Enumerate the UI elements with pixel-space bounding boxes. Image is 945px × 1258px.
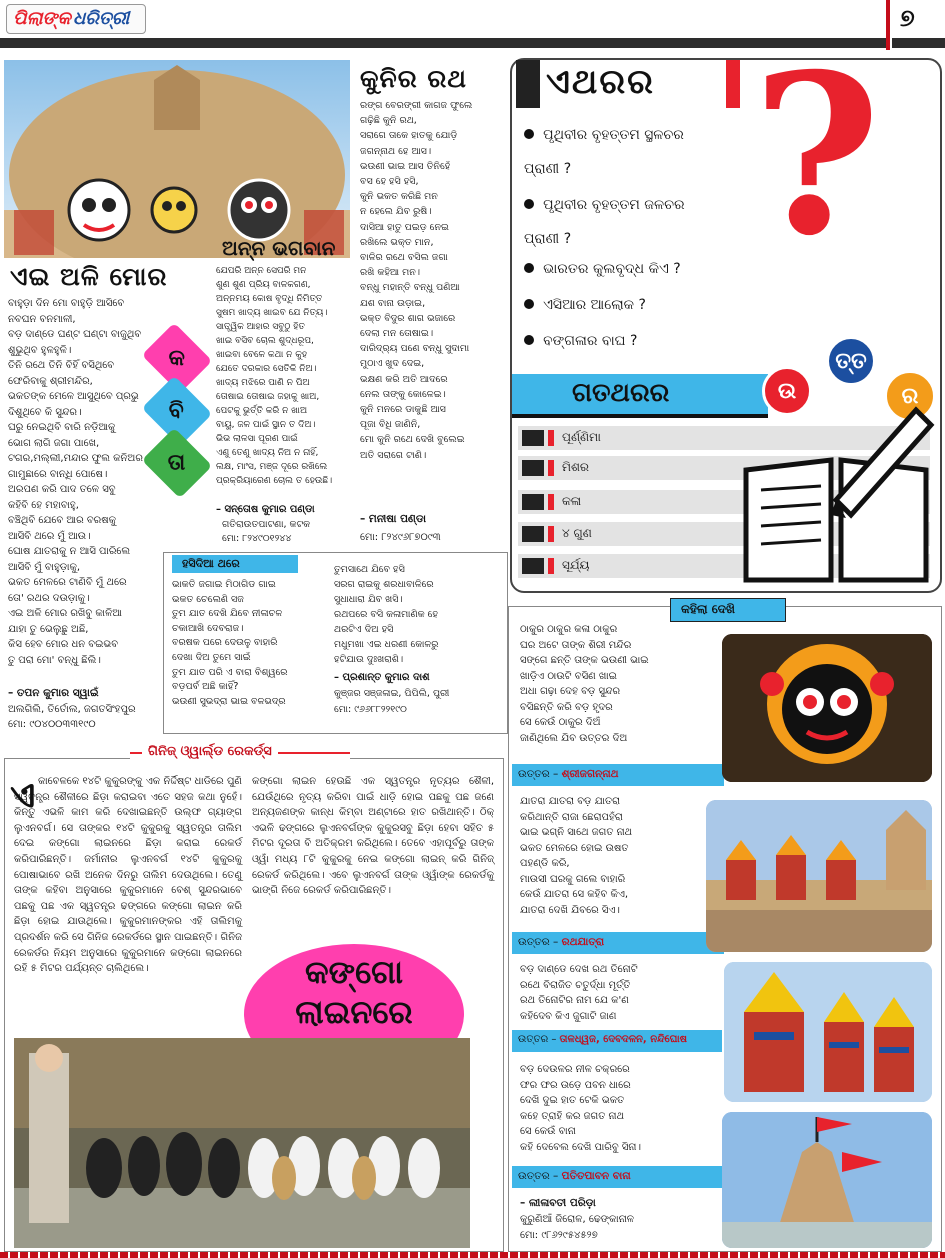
kunira-ratha-title: କୁନିର ରଥ xyxy=(360,64,468,93)
riddle-2-text: ଯାତରା ଯାତରା ବଡ଼ ଯାତରା କରିଥାନ୍ତି ରାଜା ଛେରାପହଁରା ଭାଇ ଭଗ୍ନି ସାଥେ ଜଗତ ନାଥ ଭକତ ମେଳରେ ହୋଇ ଉଷତ ପହଣ୍ଡି କରି, ମାଉସୀ ଘରକୁ ଗଲେ ବାହାରି କେଉଁ ଯାତରା ସେ କହିବ କିଏ, ଯାତରା ଦେଖି ଯିବରେ ସିଏ। xyxy=(520,796,633,916)
answer-row-5: ସୂର୍ଯ୍ୟ xyxy=(518,554,930,578)
quiz-question-1: ପୃଥିବୀର ବୃହତ୍ତମ ସ୍ଥଳଚର ପ୍ରାଣୀ ? xyxy=(524,127,684,177)
quiz-question-5: ବଙ୍ଗଳାର ବାଘ ? xyxy=(524,330,774,352)
ei-ali-mora-address: ଅଲଗିଲି, ତିର୍ତୋଲ, ଜଗତସିଂହପୁର xyxy=(8,704,136,715)
hasidia-body-right: ତୁମସାଥେ ଯିବେ ହସି ସରଗ ରାଇକୁ ଶରଧାବାଳିରେ ସୁଧାଧାରା ଯିବ ଖସି। ରଥପରେ ବସି କଳାମାଣିକ ହେ ଥରଟିଏ ଦିଅ ହସି ମଧୁମଖା ଏଇ ଧରଣୀ କୋଳରୁ ହଟିଯାଉ ଦୁଃଖରାଶି। xyxy=(334,564,439,665)
rath-yatra-photo xyxy=(706,800,932,952)
kunira-ratha-body: ରଙ୍ଗ ବେରଙ୍ଗୀ କାଗଜ ଫୁଲେ ଗଢ଼ିଛି କୁନି ରଥ, ସରାଗେ ତାକେ ହାତକୁ ଯୋଡ଼ି ଜଗନ୍ନାଥ ହେ ଆସ। ଭଉଣୀ ଭାଇ ଆସ ତିନିହେଁ ବସ ହେ ହସି ହସି, କୁନି ଭକତ କରିଛି ମନ ନ ହେଲେ ଯିବ ରୁଷି। ଦାସିଆ ହାତୁ ପଇଡ଼ ନେଇ ରଖିଲେ ଭକ୍ତ ମାନ, ବାଳିର ରଥେ ବସିଲ ଜଗା ରଖି କହିଆ ମନ। ବନ୍ଧୁ ମହାନ୍ତି ବନ୍ଧୁ ପଣିଆ ଯଶ ବାନା ଉଡ଼ାଇ, ଭକ୍ତ ବିଦୁର ଶାଗ ଭଜାରେ ଦେଲା ମନ ତୋଷାଇ। ଦାରିଦ୍ର୍ୟ ପଣେ ବନ୍ଧୁ ସୁଦାମା ମୁଠାଏ ଖୁଦ ଦେଇ, ଭକ୍ଷଣ କରି ଅତି ଆଦରେ ନେଲ ତାଙ୍କୁ କୋଳେଇ। କୁନି ମନରେ ଡାକୁଛି ଆସ ପୂଜା ବିଧି ଜାଣିନି, ମୋ କୁନି ରଥେ ଦେଖି ବୁଲେଇ ଅତି ସରାଗେ ଟାଣି। xyxy=(360,100,473,461)
quiz-question-mark: ? xyxy=(752,25,881,284)
guinness-body-left: କାବେଳକେ ୧୪ଟି କୁକୁରଙ୍କୁ ଏକ ନିର୍ଦ୍ଦିଷ୍ଟ ଧାଡିରେ ପୁଣି ସ୍ୱତନ୍ତ୍ର ଶୈଳୀରେ ଛିଡ଼ା କରାଇବା ଏତେ ସହଜ କଥା ନୁହେଁ। କିନ୍ତୁ ଏଭଳି କାମ କରି ଦେଖାଇଛନ୍ତି ଉଲ୍ଫ ଗ୍ୟାଙ୍ଗ ଲୁଏନବର୍ଗ। ସେ ତାଙ୍କର ୧୪ଟି କୁକୁରକୁ ସ୍ୱତନ୍ତ୍ର ତାଲିମ ଦେଇ କଙ୍ଗୋ ଲାଇନରେ ଛିଡ଼ା କରାଇ ରେକର୍ଡ କରିପାରିଛନ୍ତି। ଜର୍ମାନୀର ଲୁଏନବର୍ଗ ୧୪ଟି କୁକୁରକୁ ପୋଷାଭାବେ ରଖି ଅନେକ ଦିନରୁ ତାଲିମ ଦେଉଥିଲେ। ତେଣୁ ତାଙ୍କ କହିବା ଅନୁସାରେ କୁକୁରମାନେ ବେଶ୍ ସୁନ୍ଦରଭାବେ ପଛକୁ ପଛ ଏକ ସ୍ୱତନ୍ତ୍ର ଢଙ୍ଗରେ କଙ୍ଗୋ ଲାଇନ କରି ଛିଡ଼ା ହୋଇ ଯାଉଥିଲେ। କୁକୁରମାନଙ୍କର ଏହି ତାଲିମକୁ ପ୍ରଦର୍ଶନ କରି ସେ ଗିନିଜ ରେକର୍ଡରେ ସ୍ଥାନ ପାଇଛନ୍ତି। ଗିନିଜ ରେକର୍ଡର ନିୟମ ଅନୁସାରେ କୁକୁରମାନେ କଙ୍ଗୋ ଲାଇନରେ ରହି ୫ ମିଟର ପର୍ଯ୍ୟନ୍ତ ଚାଲିଥିଲେ। xyxy=(14,776,242,975)
quiz-question-3: ଭାରତର କୁଲବୃଦ୍ଧ କିଏ ? xyxy=(524,258,774,280)
hasidia-title: ହସିଦିଆ ଥରେ xyxy=(182,557,240,570)
answer-row-2: ମିଶର xyxy=(518,456,930,480)
riddle-title: କହିଲା ଦେଖି xyxy=(681,602,735,616)
guinness-banner xyxy=(130,740,350,766)
answers-title-accent xyxy=(512,414,768,418)
headline-line-1: କଙ୍ଗୋ xyxy=(304,953,404,991)
quiz-title-bar xyxy=(516,60,540,108)
riddle-author: – ଲୀଳାବତୀ ପରିଡ଼ା xyxy=(520,1197,596,1209)
masthead-part1: ପିଲାଙ୍କ xyxy=(13,8,71,29)
dogs-conga-photo xyxy=(14,1038,470,1248)
riddle-1-text: ଠାକୁର ଠାକୁର କଳା ଠାକୁର ଘର ଅଟେ ତାଙ୍କ ଶିରୀ ମନ୍ଦିର ସଙ୍ଗେ ଛନ୍ତି ତାଙ୍କ ଭଉଣୀ ଭାଇ ଖାଡ଼ିଏ ଠାଉଟି ବସିଣ ଖାଇ ଅଧା ଗଢ଼ା ଦେହ ବଡ଼ ସୁନ୍ଦର ବସିଛନ୍ତି କରି ବଡ଼ ହୃଦର ସେ କେଉଁ ଠାକୁର ଦିଅଁ ଜାଣିଥିଲେ ଯିବ ଉତ୍ତର ଦିଅ xyxy=(520,624,649,744)
three-chariots-photo xyxy=(724,962,932,1102)
jagannath-photo xyxy=(722,634,932,782)
bullet-icon xyxy=(524,263,534,273)
kunira-ratha-phone: ମୋ: ୮୨୪୯୬୮୭୦୯୩ xyxy=(360,532,441,543)
answer-row-3: କଳା xyxy=(518,490,930,514)
riddle-address: କୁରୁଣିଆଁ ଜିରୋଳ, ଢେଙ୍କାନାଳ xyxy=(520,1214,634,1225)
ei-ali-mora-body: ବାହୁଡ଼ା ଦିନ ମୋ ବାହୁଡ଼ି ଆସିବେ ନବଘନ ବନମାଳୀ, ବଡ଼ ଦାଣ୍ଡେ ଘଣ୍ଟ ଘଣ୍ଟା ବାଜୁଥିବ ଶୁଭୁଥିବ ହୁଳହୁଳି। ତିନି ରଥେ ତିନି ବିହିଁ ବସିଥିବେ ଫେରିବାକୁ ଶ୍ରୀମନ୍ଦିର, ଭକତଙ୍କ ମେଳେ ଆସୁଥିବେ ପ୍ରଭୁ ଦିଶୁଥିବେ କି ସୁନ୍ଦର। ଘରୁ ନେଇଥିବି ବାରି ନଡ଼ିଆକୁ ଭୋଗ ଲାଗି ଜଗା ପାଖେ, ଟଗର,ମଲ୍ଲୀ,ମନ୍ଦାର ଫୁଲ କନିଅର ଗାମୁଛାରେ ବାନ୍ଧି ପୋଷେ। ଅରପଣ କରି ପାଦ ତଳେ ସବୁ କହିବି ହେ ମହାବାହୁ, ବଞ୍ଚିଥିବି ଯେବେ ଆର ବରଷକୁ ଆସିବି ଥରେ ମୁଁ ଆଉ। ଘୋଷ ଯାତରାକୁ ନ ଆସି ପାରିଲେ ଆସିବି ମୁଁ ବାହୁଡ଼ାକୁ, ଭକତ ମେଳରେ ଟାଣିବି ମୁଁ ଥରେ ତୋ' ରଥର ଦଉଡ଼ାକୁ। ଏଇ ଅଳି ମୋର ରଖିବୁ କାଳିଆ ଯାହା ତୁ ଭେଲୁଛୁ ଅଛି, କିସ ହେବ ମୋର ଧନ ବଇଭବ ତୁ ପରା ମୋ' ବନ୍ଧୁ ଛିଲି। xyxy=(8,298,143,666)
sand-art-image xyxy=(4,60,350,258)
bullet-icon xyxy=(524,335,534,345)
kabita-letter-ka: କ xyxy=(142,323,213,394)
bullet-icon xyxy=(524,129,534,139)
page-number-divider xyxy=(886,0,890,50)
ei-ali-mora-author: – ତପନ କୁମାର ସ୍ୱାଇଁ xyxy=(8,687,99,699)
answer-circle-u: ଉ xyxy=(762,366,812,416)
riddle-1-answer: ଉତ୍ତର – ଶ୍ରୀଜଗନ୍ନାଥ xyxy=(512,764,724,786)
answer-circle-ra: ର xyxy=(884,370,936,422)
riddle-3-answer: ଉତ୍ତର – ତାଳଧ୍ୱଜ, ଦେବଦଳନ, ନନ୍ଦିଘୋଷ xyxy=(512,1030,722,1052)
temple-flag-photo xyxy=(722,1112,932,1248)
ei-ali-mora-title: ଏଇ ଅଳି ମୋର xyxy=(10,262,168,291)
quiz-question-2: ପୃଥିବୀର ବୃହତ୍ତମ ଜଳଚର ପ୍ରାଣୀ ? xyxy=(524,197,685,247)
book-pencil-icon xyxy=(736,400,936,590)
quiz-question-4: ଏସିଆର ଆଲୋକ ? xyxy=(524,294,774,316)
hasidia-address: କୁଞ୍ଜର ସଞ୍ଜଳାଇ, ପିପିଲି, ପୁରୀ xyxy=(334,688,450,699)
riddle-title-tag xyxy=(670,598,786,622)
guinness-dropcap: ଏ xyxy=(10,775,36,816)
quiz-title: ଏଥରର xyxy=(546,62,655,102)
header-rule-right xyxy=(892,38,945,48)
riddle-phone: ମୋ: ୯୮୬୨୯୫୪୫୨୭ xyxy=(520,1230,598,1241)
kunira-ratha-author: – ମନୀଷା ପଣ୍ଡା xyxy=(360,513,427,525)
answers-title: ଗତଥରର xyxy=(572,378,670,408)
kabita-letter-ta: ତା xyxy=(142,428,213,499)
answer-circle-tta: ତ୍ତ xyxy=(826,336,876,386)
kabita-letter-bi: ବି xyxy=(142,376,213,447)
headline-line-2: ଲାଇନରେ xyxy=(295,993,413,1031)
anna-bhagaban-author: – ସନ୍ତୋଷ କୁମାର ପଣ୍ଡା xyxy=(216,504,315,515)
riddle-3-text: ବଡ଼ ଦାଣ୍ଡେ ଦେଖ ରଥ ତିନୋଟି ରଥେ ବିରାଜିତ ଚତୁର୍ଦ୍ଧା ମୂର୍ତ୍ତି ରଥ ତିନୋଟିର ନାମ ଯେ କ'ଣ କହିଦେବ କିଏ ଜୁଗାଟି ଜାଣ xyxy=(520,964,638,1022)
hasidia-body-left: ଭାକତି ଜଗାଇ ମିଠାଗିଡ ଗାଇ ଭକତ ଚେଲେଣି ସଜ ତୁମ ଯାତ ଦେଖି ଯିବେ ନୀଳାଚଳ ଚକାଆଖି ଦେବରାଜ। ବରଷକ ପରେ ଦେଉଳୁ ବାହାରି ଦେଖା ଦିଅ ତୁମେ ସାଇଁ ତୁମ ଯାତ ପରି ଏ ବାରା ବିଶ୍ୱରେ ବଡ଼ପର୍ବ ଅଛି କାହିଁ? ଭଉଣୀ ସୁଭଦ୍ରା ଭାଇ ବଳଭଦ୍ର xyxy=(172,579,288,707)
quiz-title-accent xyxy=(726,60,740,108)
ei-ali-mora-phone: ମୋ: ୯୦୪୦୦୩୩୧୯୦ xyxy=(8,719,96,730)
anna-bhagaban-phone: ମୋ: ୮୨୪୯୦୧୨୪୪ xyxy=(222,533,292,544)
anna-bhagaban-body: ଯେପରି ଅନ୍ନ ସେପରି ମନ ଶୁଣ ଶୁଣ ପ୍ରିୟ ବାଳକଗଣ, ଅନ୍ନମୟ କୋଷ ବୃଦ୍ଧି ନିମିତ୍ତ ସୁଷମ ଖାଦ୍ୟ ଖାଇବ ଯେ ନିତ୍ୟ। ସାତ୍ତ୍ୱିକ ଆହାର ସବୁଠୁ ହିତ ଖାଇ ବସିବ ଚୋଲ ଶୁଦ୍ଧରୂପ, ଖାଇବା ବେଳେ କଥା ନ କୁହ ଯେତେ ଦରକାର ସେତିକି ନିଅ। ଖାଦ୍ୟ ମଝିରେ ପାଣି ନ ପିଅ ତୋଷାଇ ତୋଷାଇ ଜହାକୁ ଖାଅ, ପେଟକୁ ଭୁର୍ତ୍ତି କରି ନ ଖାଅ ବାୟୁ, ଜଳ ପାଇଁ ସ୍ଥାନ ତ ଦିଅ। ଭିଭ ଲାଳସା ପୂରଣ ପାଇଁ ଏଣୁ ତେଣୁ ଖାଦ୍ୟ ନିଅ ନ ନାହିଁ, ଲକ୍ଷ, ମାଂସ, ମଞ୍ଜ ଦୂରେ ରଖିଲେ ପ୍ରକ୍ରିୟାରେଣ ଚୋଲ ତ ହେଉଛି। xyxy=(216,266,333,486)
guinness-banner-text: ଗିନିଜ୍ ଓ୍ୱାର୍ଲ୍ଡ ରେକର୍ଡ୍ସ xyxy=(142,744,278,759)
hasidia-author: – ପ୍ରଶାନ୍ତ କୁମାର ଦାଶ xyxy=(334,672,430,683)
hasidia-phone: ମୋ: ୯୬୬୮୮୨୨୧୯୦ xyxy=(334,704,407,715)
footer-rule xyxy=(0,1252,945,1258)
anna-bhagaban-title: ଅନ୍ନ ଭଗବାନ xyxy=(222,236,336,260)
hasidia-title-tag xyxy=(172,555,298,573)
bullet-icon xyxy=(524,199,534,209)
guinness-body-right: କଙ୍ଗୋ ଲାଇନ ହେଉଛି ଏକ ସ୍ୱତନ୍ତ୍ର ନୃତ୍ୟର ଶୈଳୀ, ଯେଉଁଥିରେ ନୃତ୍ୟ କରିବା ପାଇଁ ଧାଡ଼ି ହୋଇ ପଛକୁ ପଛ ଜଣେ ଅନ୍ୟଜଣଙ୍କ କାନ୍ଧ କିମ୍ବା ଅଣ୍ଟାରେ ହାତ ରଖିଥାନ୍ତି। ଠିକ୍ ଏଭଳି ଢଙ୍ଗରେ ଲୁଏନବର୍ଗଙ୍କ କୁକୁରସବୁ ଛିଡ଼ା ହେବା ସହିତ ୫ ମିଟର ଦୂରତା ବି ଅତିକ୍ରମ କରିଥିଲେ। ତେବେ ଏହାପୂର୍ବରୁ ତାଙ୍କ ଓ୍ୱାଁ ମଧ୍ୟ ୮ଟି କୁକୁରକୁ ନେଇ କଙ୍ଗୋ ଲାଇନ୍ କରି ଗିନିଜ୍ ରେକର୍ଡ କରିଥିଲେ। ଏବେ ଲୁଏନବର୍ଗ ତାଙ୍କ ଓ୍ୱାଁଙ୍କ ରେକର୍ଡକୁ ଭାଙ୍ଗି ନିଜେ ରେକର୍ଡ କରିପାରିଛନ୍ତି। xyxy=(252,776,494,897)
page-number: ୭ xyxy=(900,4,915,32)
answer-row-1: ପୂର୍ଣ୍ଣିମା xyxy=(518,426,930,450)
masthead-part2: ଧରିତ୍ରୀ xyxy=(73,8,130,29)
bullet-icon xyxy=(524,299,534,309)
riddle-2-answer: ଉତ୍ତର – ରଥଯାତ୍ରା xyxy=(512,932,724,954)
riddle-4-answer: ଉତ୍ତର – ପତିତପାବନ ବାନା xyxy=(512,1166,724,1188)
masthead-logo xyxy=(6,4,146,34)
anna-bhagaban-address: ଗତିରାଉତପାଟଣା, କଟକ xyxy=(222,519,311,530)
answer-row-4: ୪ ଗୁଣ xyxy=(518,522,930,546)
riddle-4-text: ବଡ଼ ଦେଉଳର ନୀଳ ଚକ୍ରରେ ଫର ଫର ଉଡ଼େ ପବନ ଧାରେ ଦେଖି ଦୁଇ ହାତ ଟେକି ଭକତ କହେ ତ୍ରାହି କର ଜଗତ ନାଥ ସେ କେଉଁ ବାନା କହି ଦେବେଲ ଦେଖି ପାରିବୁ ସିନା। xyxy=(520,1064,641,1153)
